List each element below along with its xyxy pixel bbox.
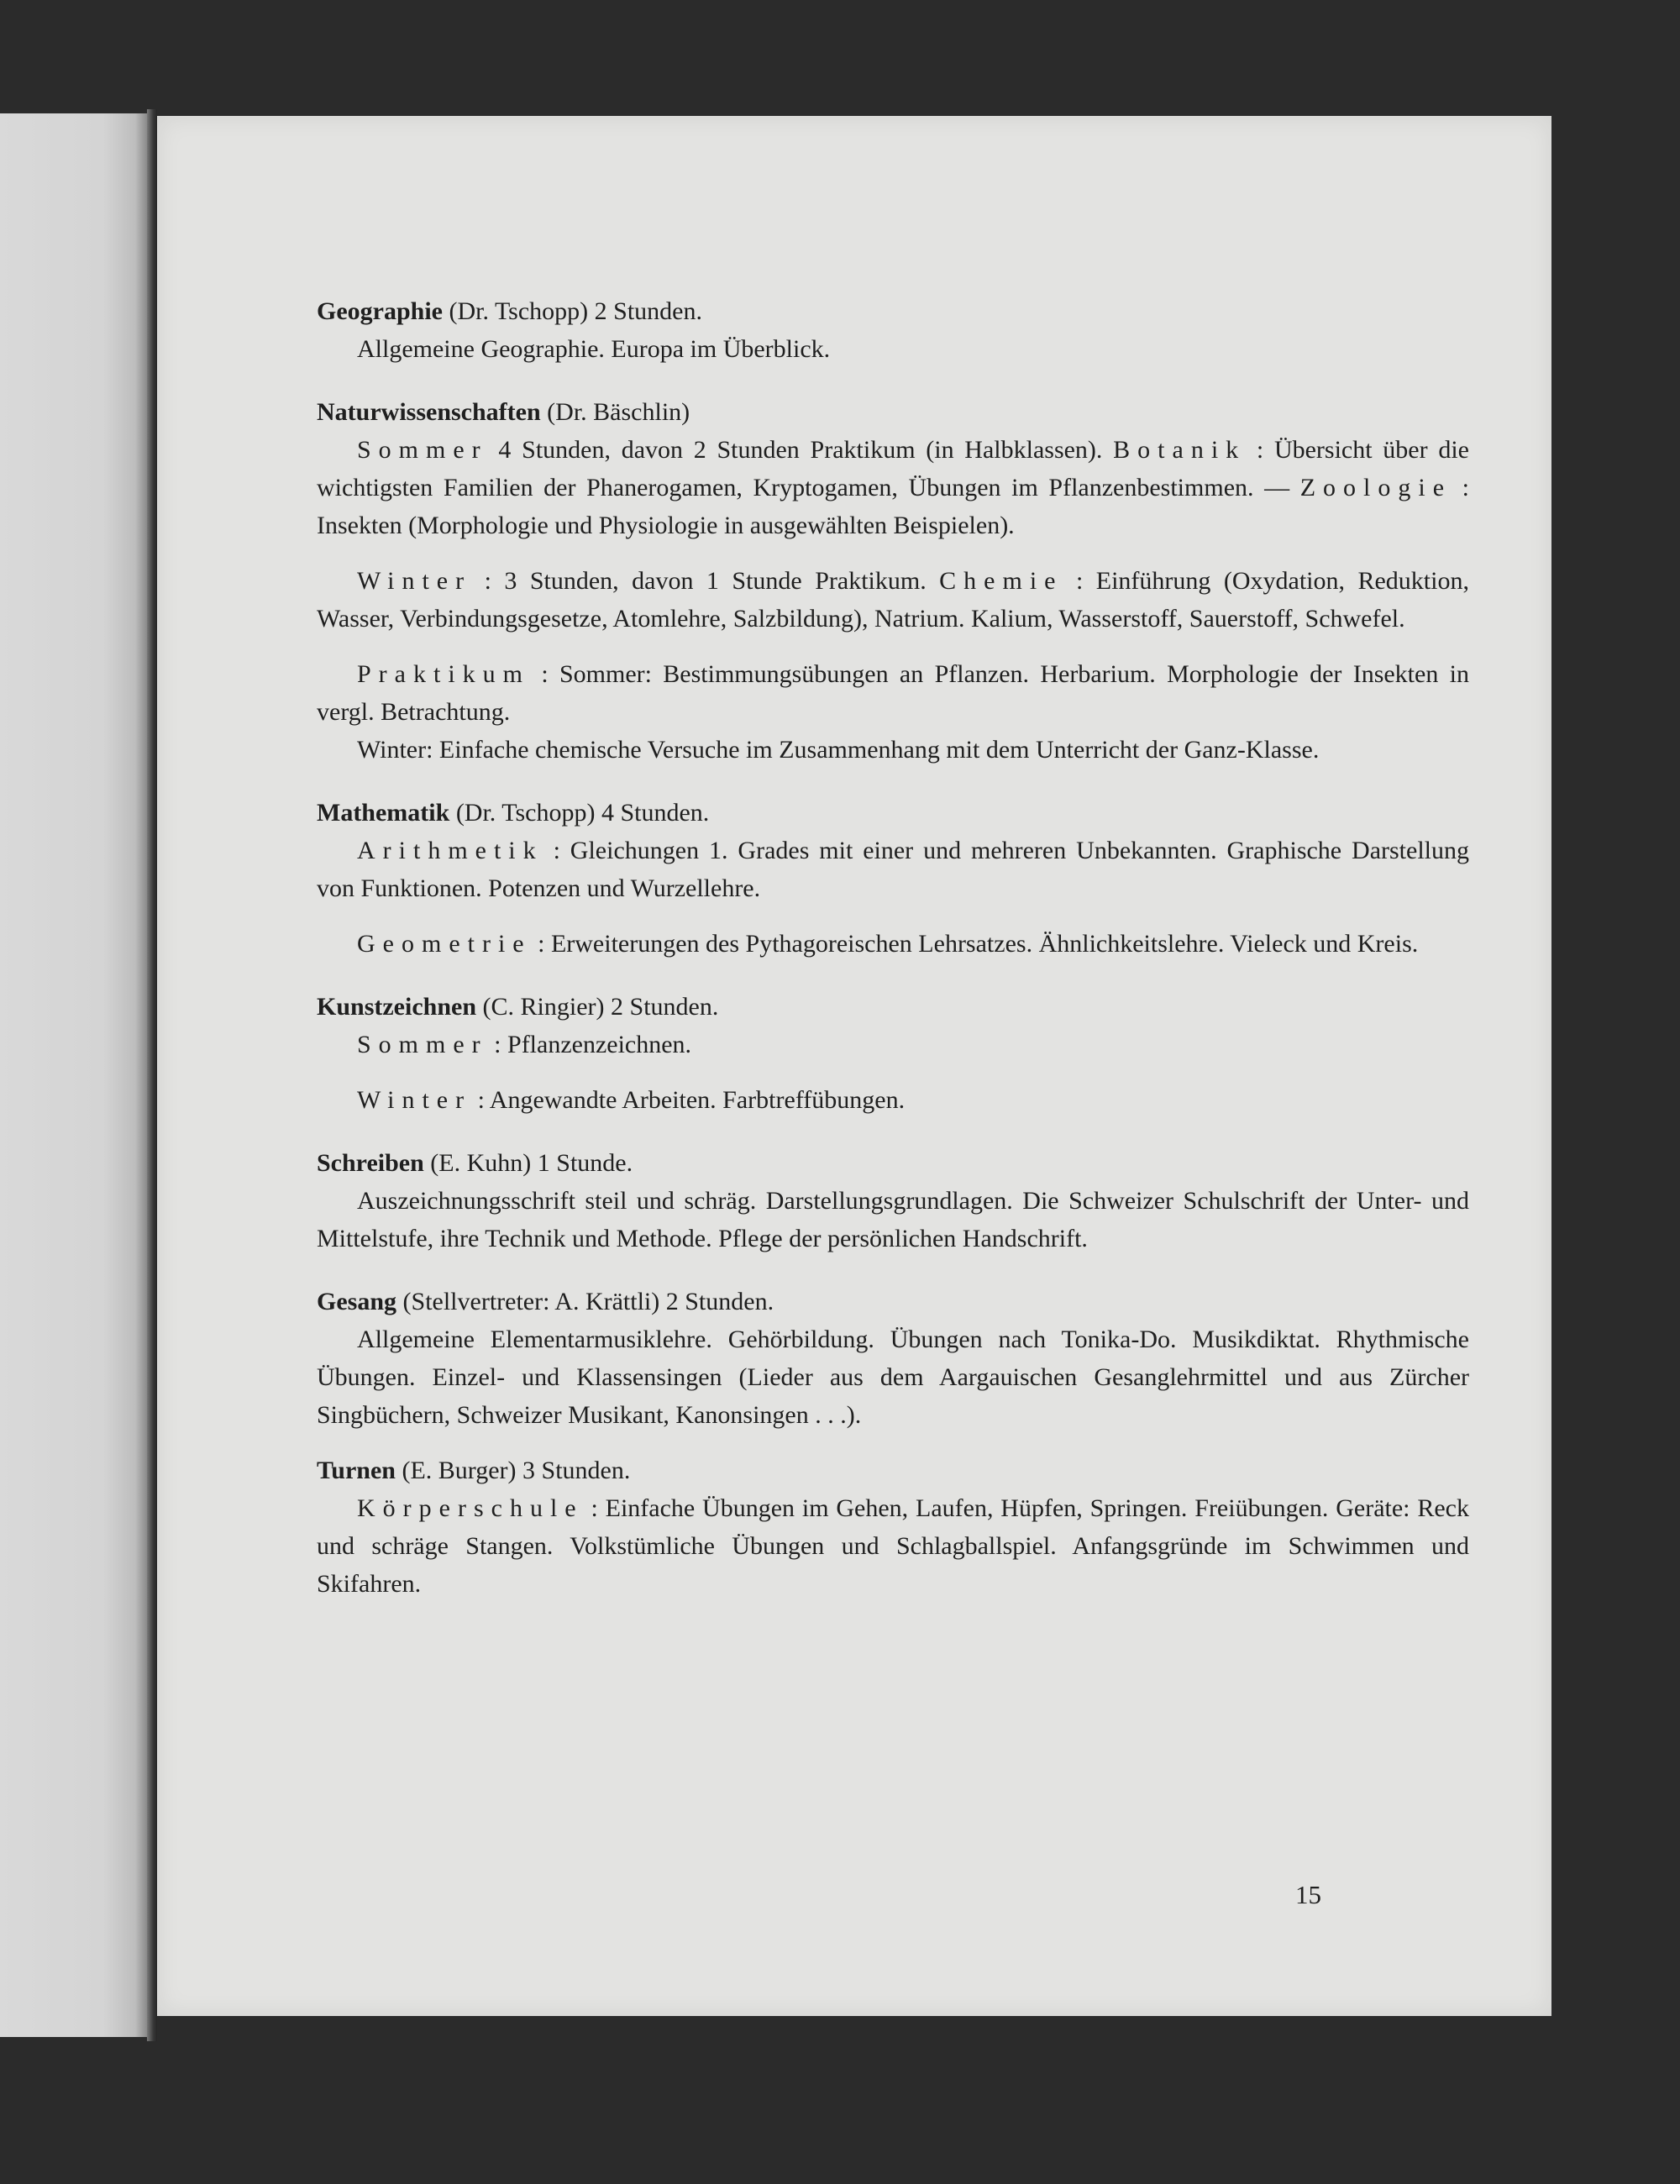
book-gutter — [147, 109, 157, 2041]
spaced-label: Sommer — [357, 436, 488, 464]
spaced-label: Winter — [357, 1086, 472, 1114]
section-title: Naturwissenschaften — [317, 398, 541, 426]
paragraph-text: : Einführung (Oxydation, Reduktion, Wasser, Verbindungsgesetze, Atomlehre, Salzbildung), Natrium. Kalium, Wasserstoff, Sauerstoff, Schwefel. — [317, 567, 1469, 633]
spaced-label: Praktikum — [357, 660, 530, 688]
section-title: Turnen — [317, 1457, 396, 1484]
spaced-label: Chemie — [939, 567, 1063, 595]
spaced-label: Geometrie — [357, 930, 532, 958]
paragraph-text: : Übersicht über die wichtigsten Familien der Phanerogamen, Kryptogamen, Übungen im Pflanzenbestimmen. — — [317, 436, 1469, 501]
scan-background — [157, 2016, 1551, 2184]
section-gesang — [317, 1283, 1469, 1434]
section-heading — [317, 794, 1469, 832]
section-title: Geographie — [317, 297, 443, 325]
section-heading — [317, 988, 1469, 1026]
section-title: Schreiben — [317, 1149, 424, 1177]
spaced-label: Sommer — [357, 1031, 488, 1058]
paragraph-text: : Insekten (Morphologie und Physiologie in ausgewählten Beispielen). — [317, 474, 1469, 539]
paragraph: Allgemeine Elementarmusiklehre. Gehörbildung. Übungen nach Tonika-Do. Musikdiktat. Rhythmische Übungen. Einzel- und Klassensingen (Lieder aus dem Aargauischen Gesanglehrmittel und aus Zürcher Singbüchern, Schweizer Musikant, Kanonsingen . . .). — [317, 1326, 1469, 1429]
paragraph — [317, 1489, 1469, 1603]
spaced-label: Zoologie — [1299, 474, 1452, 501]
spaced-label: Körperschule — [357, 1494, 584, 1522]
paragraph-text: : 3 Stunden, davon 1 Stunde Praktikum. — [471, 567, 940, 595]
document-page — [157, 116, 1551, 2016]
section-title: Gesang — [317, 1288, 397, 1315]
paragraph-text: : Pflanzenzeichnen. — [487, 1031, 692, 1058]
paragraph — [317, 1081, 1469, 1119]
section-mathematik — [317, 794, 1469, 963]
paragraph-text: 4 Stunden, davon 2 Stunden Praktikum (in Halbklassen). — [487, 436, 1114, 464]
section-info: (Dr. Bäschlin) — [540, 398, 690, 426]
section-title: Mathematik — [317, 799, 450, 827]
section-info: (E. Kuhn) 1 Stunde. — [423, 1149, 633, 1177]
left-page-edge — [0, 113, 147, 2037]
paragraph: Auszeichnungsschrift steil und schräg. Darstellungsgrundlagen. Die Schweizer Schulschrift der Unter- und Mittelstufe, ihre Technik und Methode. Pflege der persönlichen Handschrift. — [317, 1187, 1469, 1252]
paragraph — [317, 562, 1469, 638]
section-info: (E. Burger) 3 Stunden. — [395, 1457, 631, 1484]
paragraph: Winter: Einfache chemische Versuche im Zusammenhang mit dem Unterricht der Ganz-Klasse. — [357, 736, 1320, 764]
spaced-label: Botanik — [1113, 436, 1247, 464]
paragraph: Allgemeine Geographie. Europa im Überblick. — [357, 335, 831, 363]
section-heading — [317, 292, 1469, 330]
section-heading — [317, 1283, 1469, 1320]
section-kunstzeichnen — [317, 988, 1469, 1119]
page-content — [317, 292, 1469, 1603]
section-heading — [317, 1452, 1469, 1489]
section-geographie — [317, 292, 1469, 368]
section-naturwissenschaften — [317, 393, 1469, 769]
section-schreiben — [317, 1144, 1469, 1257]
section-title: Kunstzeichnen — [317, 993, 477, 1021]
paragraph — [317, 1026, 1469, 1063]
paragraph-text: : Angewandte Arbeiten. Farbtreffübungen. — [471, 1086, 906, 1114]
section-heading — [317, 1144, 1469, 1182]
section-info: (C. Ringier) 2 Stunden. — [476, 993, 719, 1021]
section-turnen — [317, 1452, 1469, 1603]
section-heading — [317, 393, 1469, 431]
section-info: (Dr. Tschopp) 4 Stunden. — [449, 799, 710, 827]
paragraph — [317, 925, 1469, 963]
paragraph — [317, 431, 1469, 544]
spaced-label: Winter — [357, 567, 472, 595]
paragraph — [317, 832, 1469, 907]
paragraph — [317, 655, 1469, 731]
page-number: 15 — [1295, 1880, 1321, 1909]
section-info: (Stellvertreter: A. Krättli) 2 Stunden. — [396, 1288, 774, 1315]
paragraph-text: : Sommer: Bestimmungsübungen an Pflanzen. Herbarium. Morphologie der Insekten in vergl. Betrachtung. — [317, 660, 1469, 726]
paragraph-text: : Gleichungen 1. Grades mit einer und mehreren Unbekannten. Graphische Darstellung von Funktionen. Potenzen und Wurzellehre. — [317, 837, 1469, 902]
spaced-label: Arithmetik — [357, 837, 543, 864]
paragraph-text: : Erweiterungen des Pythagoreischen Lehrsatzes. Ähnlichkeitslehre. Vieleck und Kreis. — [531, 930, 1419, 958]
section-info: (Dr. Tschopp) 2 Stunden. — [443, 297, 702, 325]
paragraph-text: : Einfache Übungen im Gehen, Laufen, Hüpfen, Springen. Freiübungen. Geräte: Reck und schräge Stangen. Volkstümliche Übungen und Schlagballspiel. Anfangsgründe im Schwimmen und Skifahren. — [317, 1494, 1469, 1598]
